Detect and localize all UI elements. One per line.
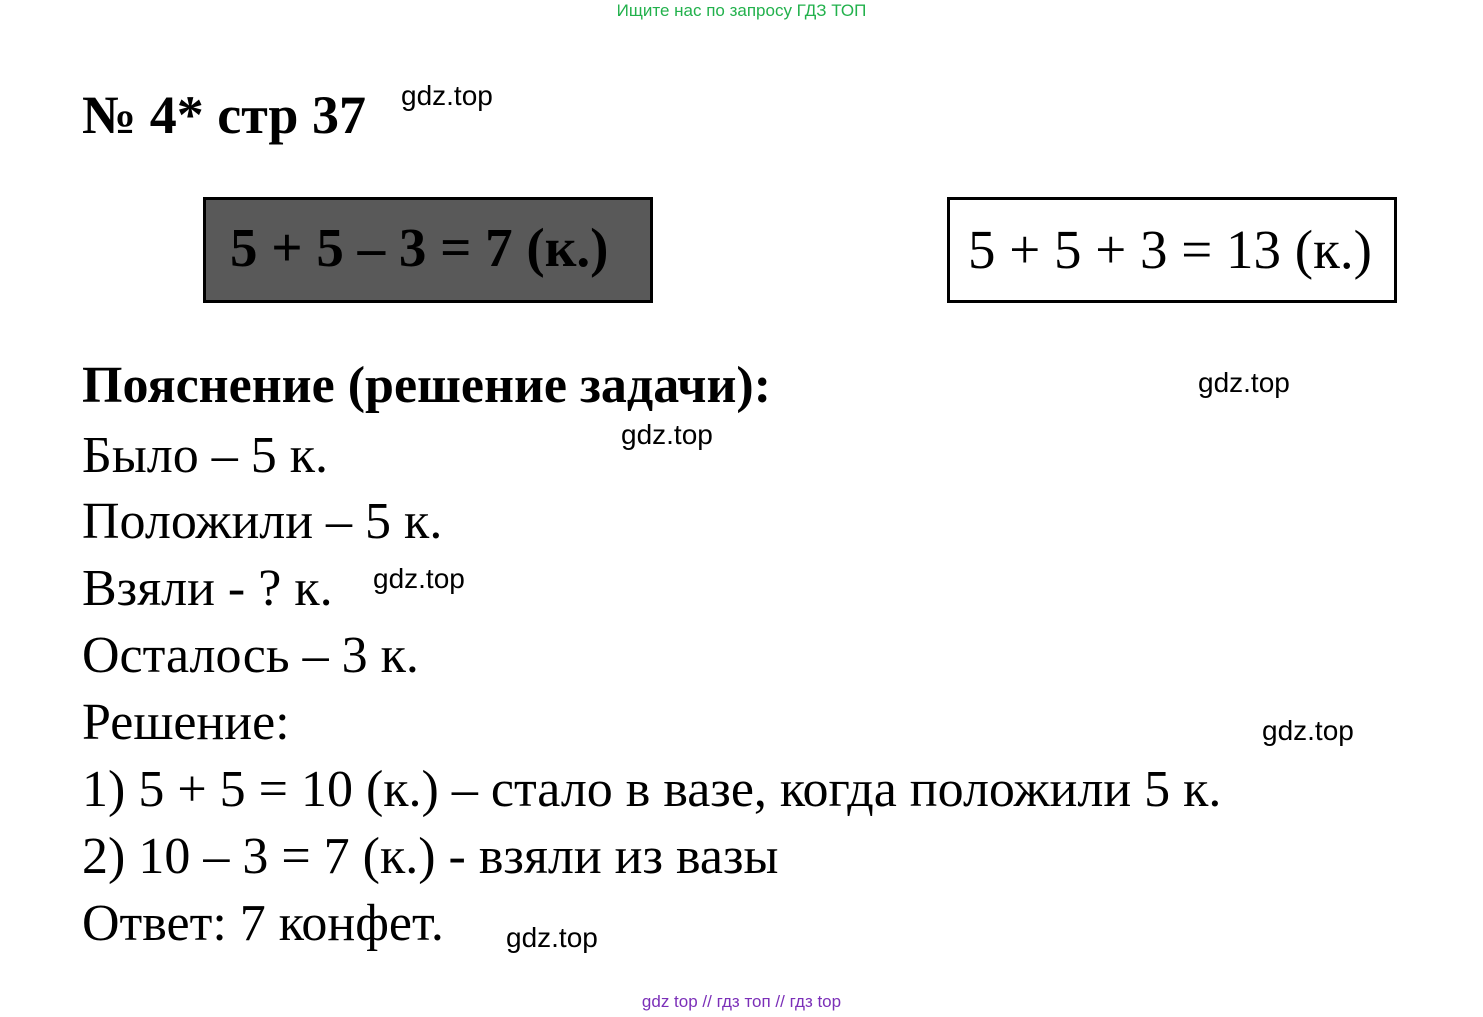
watermark: gdz.top <box>1198 367 1290 398</box>
condition-line-taken: Взяли - ? к. <box>82 560 333 617</box>
watermark: gdz.top <box>1262 715 1354 746</box>
watermark: gdz.top <box>373 563 465 594</box>
explanation-heading: Пояснение (решение задачи): <box>82 357 772 414</box>
watermark: gdz.top <box>401 80 493 111</box>
task-title: № 4* стр 37 <box>82 85 366 145</box>
condition-line-left: Осталось – 3 к. <box>82 627 419 684</box>
solution-step-2: 2) 10 – 3 = 7 (к.) - взяли из вазы <box>82 828 779 885</box>
condition-line-added: Положили – 5 к. <box>82 493 443 550</box>
search-hint-link[interactable]: Ищите нас по запросу ГДЗ ТОП <box>616 1 867 20</box>
selected-expression: 5 + 5 – 3 = 7 (к.) <box>230 217 609 278</box>
condition-line-was: Было – 5 к. <box>82 427 329 484</box>
alternative-expression: 5 + 5 + 3 = 13 (к.) <box>968 219 1372 280</box>
answer-line: Ответ: 7 конфет. <box>82 895 444 952</box>
watermark: gdz.top <box>506 922 598 953</box>
selected-expression-box <box>203 197 653 303</box>
solution-label: Решение: <box>82 694 290 751</box>
watermark: gdz.top <box>621 419 713 450</box>
solution-step-1: 1) 5 + 5 = 10 (к.) – стало в вазе, когда положили 5 к. <box>82 761 1222 818</box>
alternative-expression-box <box>947 197 1397 303</box>
footer-links[interactable]: gdz top // гдз топ // гдз top <box>641 992 842 1011</box>
